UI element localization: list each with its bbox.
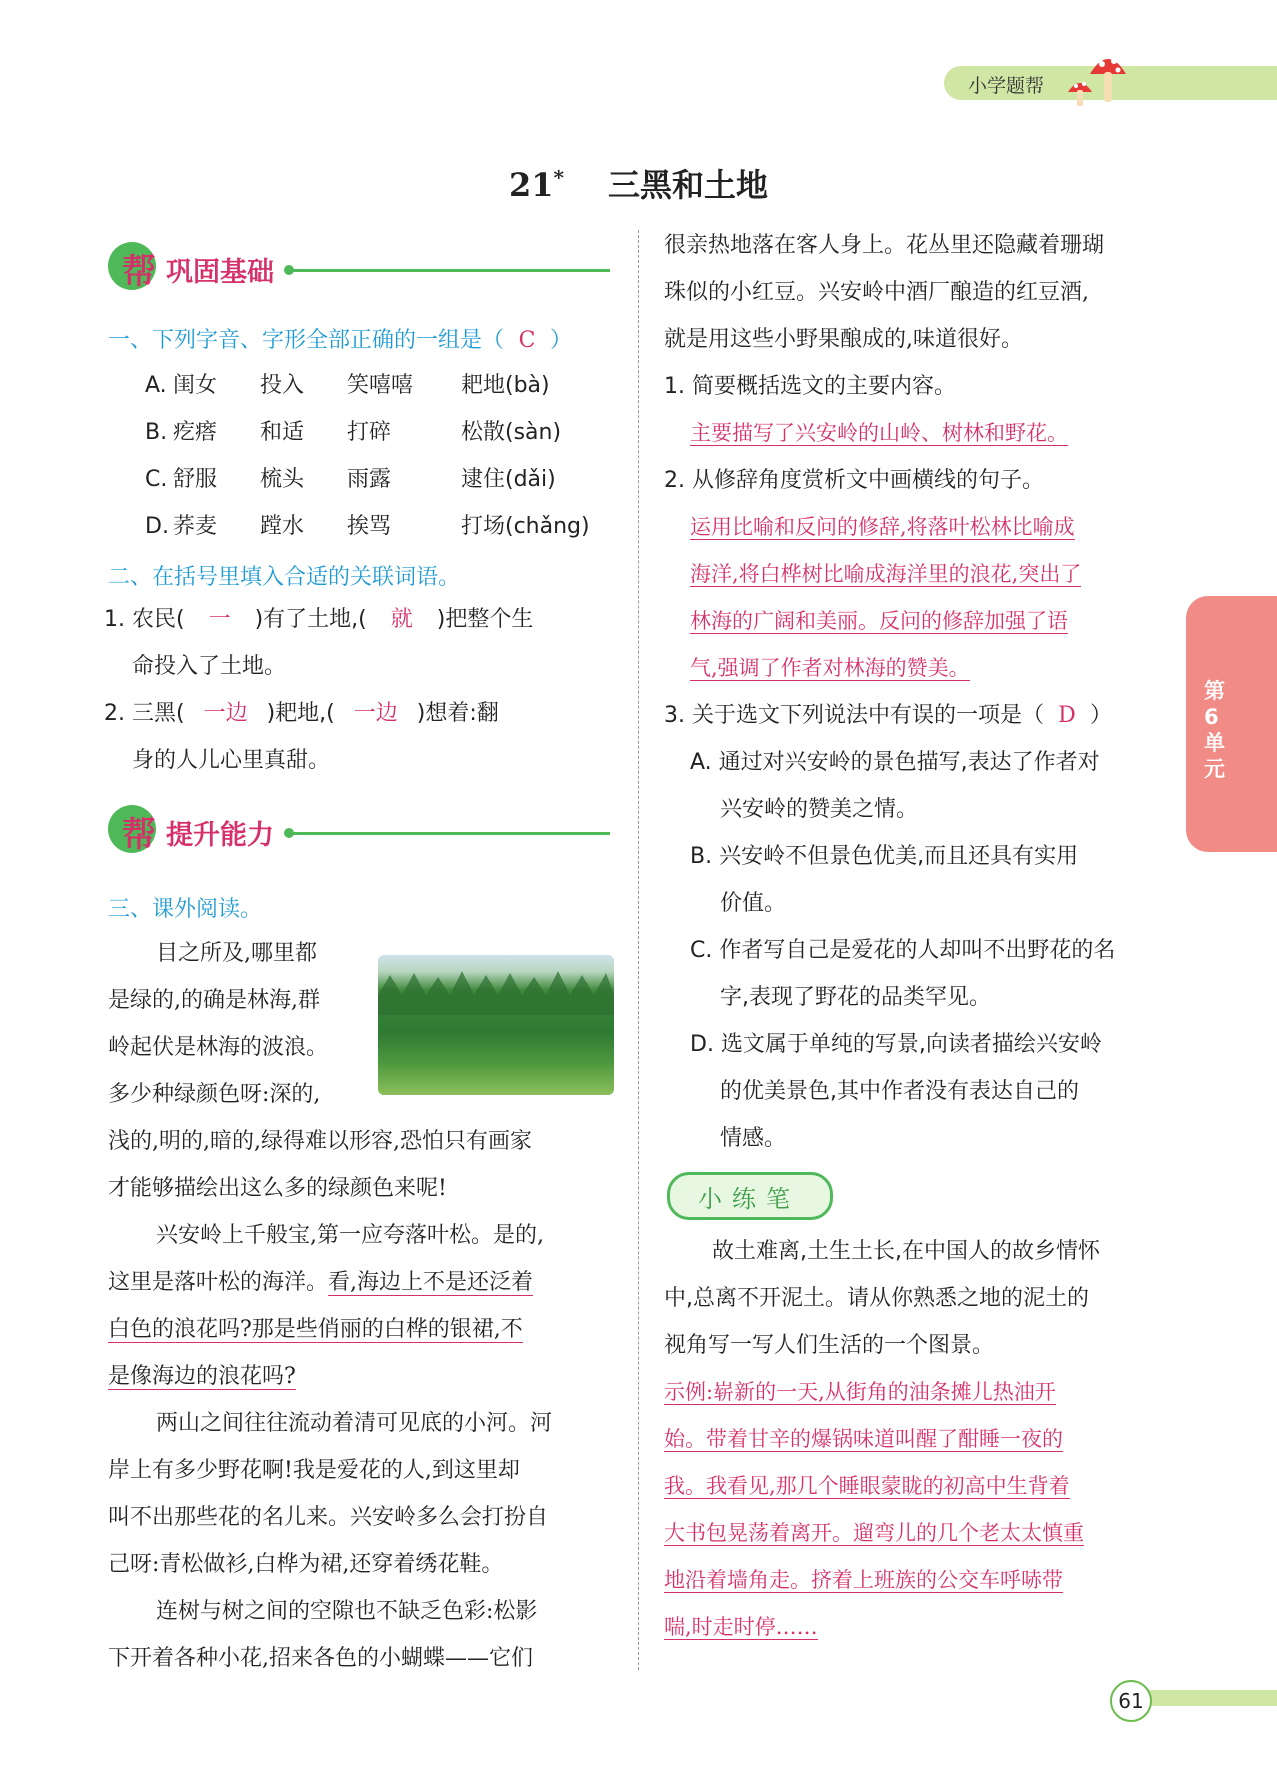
mushroom-icon: [1060, 44, 1146, 114]
practice-badge: 小练笔: [667, 1172, 833, 1220]
q1-options: [145, 362, 625, 550]
right-column: 很亲热地落在客人身上。花丛里还隐藏着珊瑚 珠似的小红豆。兴安岭中酒厂酿造的红豆酒, 就是用这些小野果酿成的,味道很好。 1. 简要概括选文的主要内容。 主要描写了兴安岭的山岭、树林和野花。 2. 从修辞角度赏析文中画横线的句子。 运用比喻和反问的修辞,将落叶松林比喻成 海洋,将白桦树比喻成海洋里的浪花,突出了 林海的广阔和美丽。反问的修辞加强了语 气,强调了作者对林海的赞美。 3. 关于选文下列说法中有误的一项是（ D ） A. 通过对兴安岭的景色描写,表达了作者对 兴安岭的赞美之情。 B. 兴安岭不但景色优美,而且还具有实用 价值。 C. 作者写自己是爱花的人却叫不出野花的名 字,表现了野花的品类罕见。 D. 选文属于单纯的写景,向读者描绘兴安岭 的优美景色,其中作者没有表达自己的 情感。: [664, 222, 1179, 1162]
section-advance-header: 帮 提升能力: [108, 805, 610, 857]
q1-option-d: D. 荞麦 蹚水 挨骂 打场(chǎng): [145, 514, 590, 539]
sub3-question: 3. 关于选文下列说法中有误的一项是（ D ）: [664, 703, 1113, 728]
section-basic-header: 帮 巩固基础: [108, 242, 610, 294]
q2-item-2: 2. 三黑( 一边 )耙地,( 一边 )想着:翻: [104, 701, 499, 726]
sub1-question: 1. 简要概括选文的主要内容。: [664, 374, 956, 399]
q1-stem: 一、下列字音、字形全部正确的一组是（ C ）: [108, 328, 573, 353]
brand-name: 小学题帮: [968, 75, 1045, 97]
lesson-title: 三黑和土地: [607, 166, 768, 204]
q2-stem: 二、在括号里填入合适的关联词语。: [108, 565, 461, 590]
lesson-number: 21*: [508, 165, 564, 204]
page-number: 61: [1110, 1680, 1152, 1722]
q1-option-b: B. 疙瘩 和适 打碎 松散(sàn): [145, 420, 562, 445]
reading-passage: 目之所及,哪里都 是绿的,的确是林海,群 岭起伏是林海的波浪。 多少种绿颜色呀:深的, 浅的,明的,暗的,绿得难以形容,恐怕只有画家 才能够描绘出这么多的绿颜色来呢! 兴安岭上千般宝,第一应夸落叶松。是的, 这里是落叶松的海洋。看,海边上不是还泛着 白色的浪花吗?那是些俏丽的白桦的银裙,不 是像海边的浪花吗? 两山之间往往流动着清可见底的小河。河 岸上有多少野花啊!我是爱花的人,到这里却 叫不出那些花的名儿来。兴安岭多么会打扮自 己呀:青松做衫,白桦为裙,还穿着绣花鞋。 连树与树之间的空隙也不缺乏色彩:松影 下开着各种小花,招来各色的小蝴蝶——它们: [108, 941, 553, 1671]
q2-items: 1. 农民( 一 )有了土地,( 就 )把整个生 命投入了土地。 2. 三黑( 一边 )耙地,( 一边 )想着:翻 身的人儿心里真甜。: [104, 596, 624, 784]
column-divider: [638, 230, 639, 1670]
sub2-question: 2. 从修辞角度赏析文中画横线的句子。: [664, 468, 1044, 493]
page-title: [0, 160, 1277, 206]
practice-section: 故土难离,土生土长,在中国人的故乡情怀 中,总离不开泥土。请从你熟悉之地的泥土的 视角写一写人们生活的一个图景。 示例:崭新的一天,从街角的油条摊儿热油开 始。带着甘辛的爆锅味道叫醒了酣睡一夜的 我。我看见,那几个睡眼蒙眬的初高中生背着 大书包晃荡着离开。遛弯儿的几个老太太慎重 地沿着墙角走。挤着上班族的公交车呼哧带 喘,时走时停……: [664, 1239, 1100, 1639]
q2-item-1: 1. 农民( 一 )有了土地,( 就 )把整个生: [104, 607, 534, 632]
unit-side-tab: [1186, 596, 1277, 852]
sub1-answer: 主要描写了兴安岭的山岭、树林和野花。: [690, 421, 1068, 445]
q1-option-a: A. 闺女 投入 笑嘻嘻 耙地(bà): [145, 373, 550, 398]
q1-option-c: C. 舒服 梳头 雨露 逮住(dǎi): [145, 467, 556, 492]
unit-label: 第6单元: [1204, 679, 1225, 781]
q3-stem: 三、课外阅读。: [108, 897, 263, 922]
